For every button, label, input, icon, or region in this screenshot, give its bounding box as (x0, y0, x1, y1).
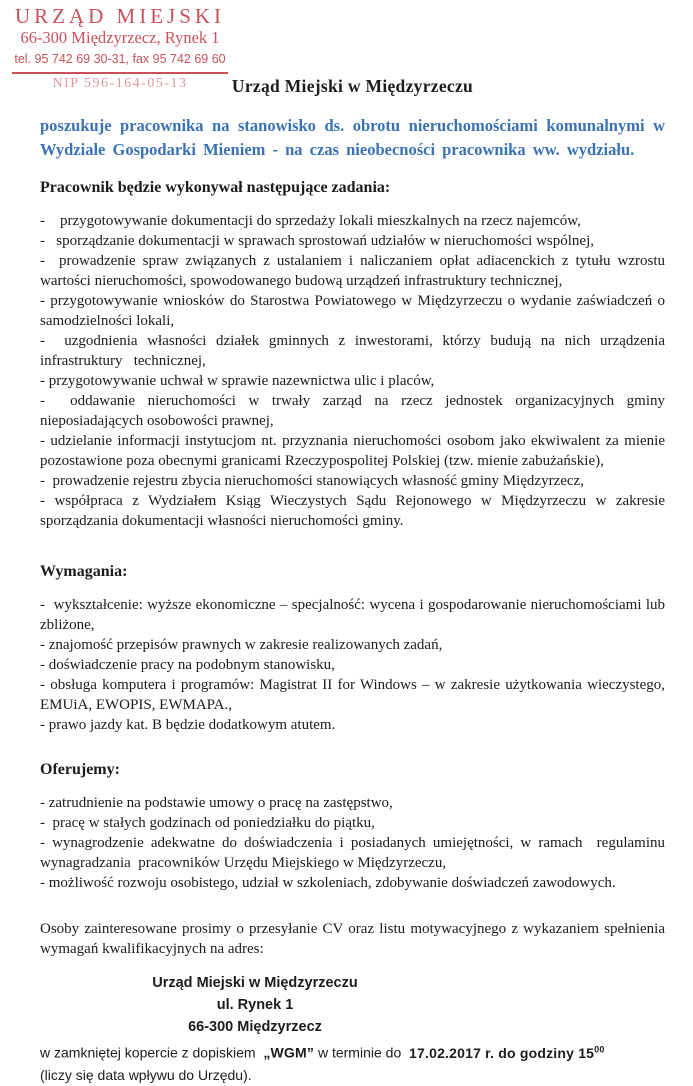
reply-address-org: Urząd Miejski w Międzyrzeczu (152, 975, 358, 991)
task-item: - oddawanie nieruchomości w trwały zarząd na rzecz jednostek organizacyjnych gminy nieposiadających osobowości prawnej, (40, 393, 665, 429)
letterhead-org-name: URZĄD MIEJSKI (14, 4, 226, 28)
letterhead-phone-fax: tel. 95 742 69 30-31, fax 95 742 69 60 (12, 48, 227, 74)
letterhead-stamp (0, 4, 240, 92)
requirement-item: - doświadczenie pracy na podobnym stanowisku, (40, 657, 335, 673)
deadline-hour-superscript: 00 (594, 1044, 605, 1054)
requirement-item: - wykształcenie: wyższe ekonomiczne – specjalność: wycena i gospodarowanie nieruchomościami lub zbliżone, (40, 597, 665, 633)
task-item: - prowadzenie rejestru zbycia nieruchomości stanowiących własność gminy Międzyrzecz, (40, 473, 584, 489)
deadline-note: (liczy się data wpływu do Urzędu). (40, 1066, 252, 1083)
task-item: - uzgodnienia własności działek gminnych z inwestorami, którzy budują na nich urządzenia infrastruktury technicznej, (40, 333, 665, 369)
offers-list (40, 793, 665, 893)
document-title: Urząd Miejski w Międzyrzeczu (231, 76, 474, 96)
deadline-line (40, 1038, 665, 1064)
tasks-heading: Pracownik będzie wykonywał następujące zadania: (40, 179, 391, 196)
reply-address-city: 66-300 Międzyrzecz (188, 1019, 322, 1035)
requirement-item: - znajomość przepisów prawnych w zakresie realizowanych zadań, (40, 637, 443, 653)
offers-heading: Oferujemy: (40, 761, 120, 778)
deadline-middle: w terminie do (317, 1044, 406, 1061)
requirement-item: - obsługa komputera i programów: Magistrat II for Windows – w zakresie użytkowania wieczystego, EMUiA, EWOPIS, EWMAPA., (40, 677, 665, 713)
task-item: - przygotowywanie dokumentacji do sprzedaży lokali mieszkalnych na rzecz najemców, (40, 213, 581, 229)
task-item: - sporządzanie dokumentacji w sprawach sprostowań udziałów w nieruchomości wspólnej, (40, 233, 595, 249)
letterhead-address: 66-300 Międzyrzecz, Rynek 1 (20, 28, 220, 47)
task-item: - przygotowywanie wniosków do Starostwa Powiatowego w Międzyrzeczu o wydanie zaświadczeń o samodzielności lokali, (40, 293, 665, 329)
tasks-list (40, 211, 665, 531)
letterhead-phone-row (0, 48, 240, 74)
reply-address-street: ul. Rynek 1 (216, 997, 294, 1013)
task-item: - współpraca z Wydziałem Ksiąg Wieczystych Sądu Rejonowego w Międzyrzeczu w zakresie sporządzania dokumentacji własności nieruchomości gminy. (40, 493, 665, 529)
task-item: - udzielanie informacji instytucjom nt. przyznania nieruchomości osobom jako ekwiwalent za mienie pozostawione poza obecnymi granicami Rzeczypospolitej Polskiej (tzw. mienie zabużańskie), (40, 433, 665, 469)
reply-address-block (40, 972, 470, 1038)
requirement-item: - prawo jazdy kat. B będzie dodatkowym atutem. (40, 717, 336, 733)
offer-item: - wynagrodzenie adekwatne do doświadczenia i posiadanych umiejętności, w ramach regulaminu wynagradzania pracowników Urzędu Miejskiego w Międzyrzeczu, (40, 835, 665, 871)
deadline-date (409, 1045, 605, 1061)
deadline-prefix: w zamkniętej kopercie z dopiskiem (40, 1044, 260, 1061)
closing-paragraph: Osoby zainteresowane prosimy o przesyłanie CV oraz listu motywacyjnego z wykazaniem spełnienia wymagań kwalifikacyjnych na adres: (40, 921, 665, 957)
offer-item: - zatrudnienie na podstawie umowy o pracę na zastępstwo, (40, 795, 393, 811)
task-item: - przygotowywanie uchwał w sprawie nazewnictwa ulic i placów, (40, 373, 435, 389)
offer-item: - pracę w stałych godzinach od poniedziałku do piątku, (40, 815, 375, 831)
deadline-date-text: 17.02.2017 r. do godziny 15 (409, 1044, 595, 1061)
task-item: - prowadzenie spraw związanych z ustalaniem i naliczaniem opłat adiacenckich z tytułu wzrostu wartości nieruchomości, spowodowanego budową urządzeń infrastruktury technicznej, (40, 253, 665, 289)
requirements-heading: Wymagania: (40, 563, 128, 580)
intro-paragraph: poszukuje pracownika na stanowisko ds. obrotu nieruchomościami komunalnymi w Wydziale Gospodarki Mieniem - na czas nieobecności pracownika ww. wydziału. (40, 116, 665, 159)
requirements-list (40, 595, 665, 735)
deadline-code: „WGM” (263, 1044, 315, 1061)
letterhead-nip: NIP 596-164-05-13 (52, 76, 188, 91)
offer-item: - możliwość rozwoju osobistego, udział w szkoleniach, zdobywanie doświadczeń zawodowych. (40, 875, 616, 891)
